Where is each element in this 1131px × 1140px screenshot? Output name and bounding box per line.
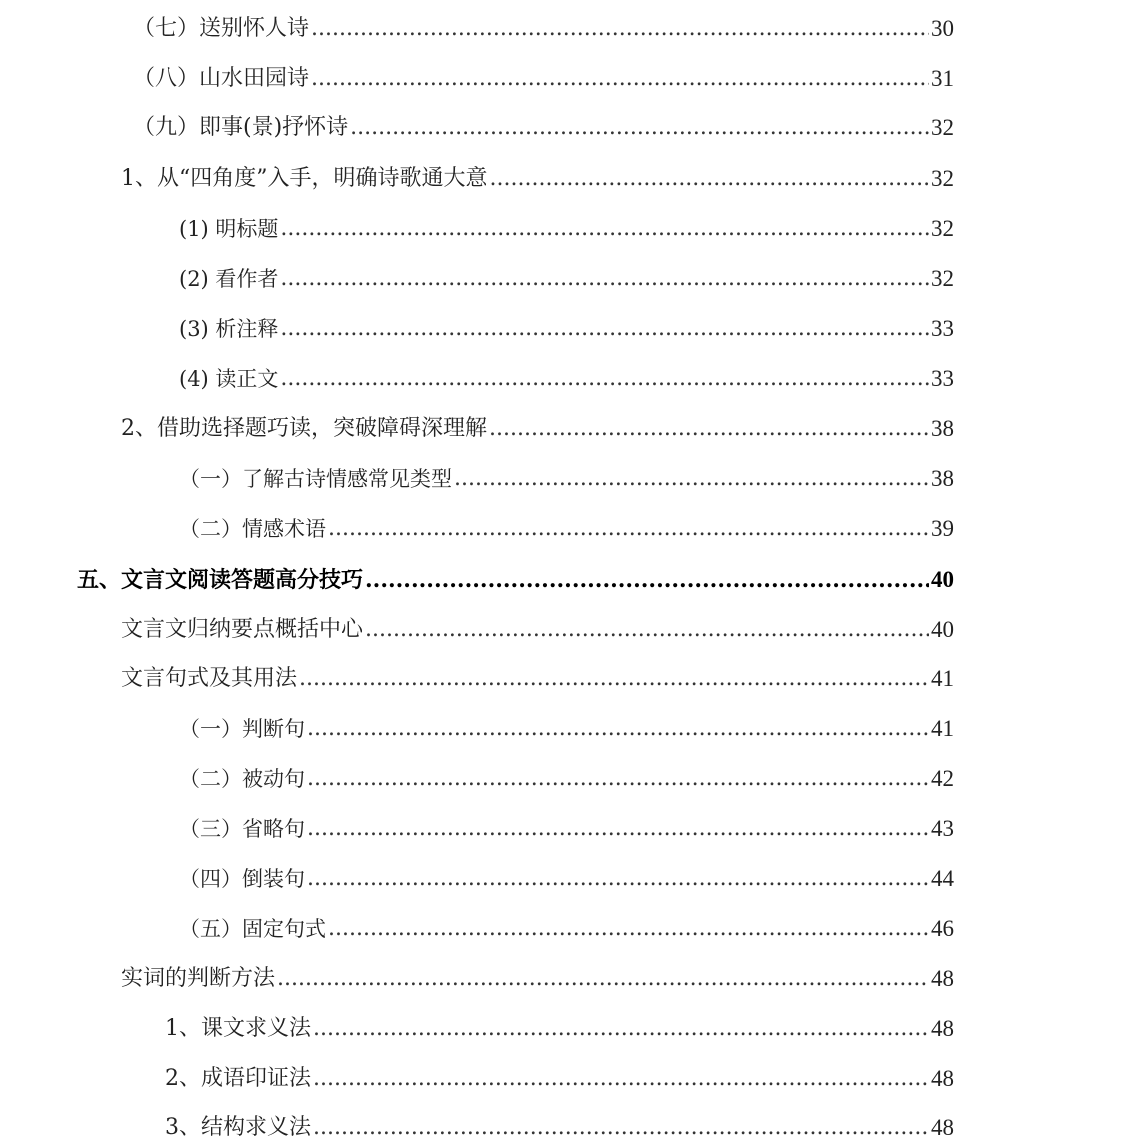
toc-page-number: 43 xyxy=(931,816,954,841)
toc-entry-title: 文言文归纳要点概括中心 xyxy=(121,617,364,642)
toc-leader-dots xyxy=(365,569,929,591)
toc-entry[interactable] xyxy=(179,454,954,490)
toc-page-number: 46 xyxy=(931,916,954,941)
toc-page-number: 42 xyxy=(931,766,954,791)
toc-entry-title: (4) 读正文 xyxy=(179,367,279,391)
toc-entry[interactable] xyxy=(179,504,954,540)
toc-leader-dots xyxy=(490,168,930,190)
toc-leader-dots xyxy=(307,818,929,840)
toc-entry[interactable] xyxy=(179,854,954,890)
toc-page-number: 39 xyxy=(931,516,954,541)
toc-page-number: 38 xyxy=(931,466,954,491)
toc-entry-title: 文言句式及其用法 xyxy=(121,666,298,691)
toc-entry-title: 2、成语印证法 xyxy=(165,1066,311,1091)
toc-page-number: 40 xyxy=(931,567,954,592)
toc-entry-title: 实词的判断方法 xyxy=(121,966,276,991)
toc-entry-chapter[interactable] xyxy=(77,555,954,591)
toc-entry[interactable] xyxy=(121,954,954,990)
toc-entry-title: （五）固定句式 xyxy=(179,917,326,941)
toc-page-number: 38 xyxy=(931,416,954,441)
toc-leader-dots xyxy=(307,718,929,740)
toc-page-number: 48 xyxy=(931,1115,954,1140)
toc-page-number: 32 xyxy=(931,216,954,241)
toc-entry[interactable] xyxy=(165,1004,954,1040)
toc-page-number: 33 xyxy=(931,366,954,391)
toc-leader-dots xyxy=(307,868,929,890)
toc-entry[interactable] xyxy=(121,654,954,690)
toc-entry-title: （二）情感术语 xyxy=(179,517,326,541)
toc-entry-title: （七）送别怀人诗 xyxy=(133,16,310,41)
toc-leader-dots xyxy=(328,518,929,540)
toc-entry[interactable] xyxy=(133,4,954,40)
toc-entry[interactable] xyxy=(121,154,954,190)
toc-entry[interactable] xyxy=(133,54,954,90)
toc-leader-dots xyxy=(277,968,929,990)
toc-page-number: 33 xyxy=(931,316,954,341)
toc-entry[interactable] xyxy=(133,103,954,139)
toc-leader-dots xyxy=(489,418,929,440)
toc-entry[interactable] xyxy=(179,804,954,840)
toc-entry[interactable] xyxy=(179,354,954,390)
toc-page-number: 32 xyxy=(931,115,954,140)
toc-entry-title: （三）省略句 xyxy=(179,817,305,841)
toc-entry-title: 五、文言文阅读答题高分技巧 xyxy=(77,567,364,593)
toc-entry-title: 2、借助选择题巧读，突破障碍深理解 xyxy=(121,416,487,441)
toc-page-number: 41 xyxy=(931,666,954,691)
toc-entry-title: 3、结构求义法 xyxy=(165,1115,311,1140)
toc-leader-dots xyxy=(328,918,929,940)
toc-entry-title: （九）即事(景)抒怀诗 xyxy=(133,115,349,140)
toc-page-number: 40 xyxy=(931,617,954,642)
toc-entry-title: （一）判断句 xyxy=(179,717,305,741)
toc-leader-dots xyxy=(313,1117,929,1139)
toc-entry-title: 1、从“四角度”入手，明确诗歌通大意 xyxy=(121,166,488,191)
toc-entry-title: (3) 析注释 xyxy=(179,317,279,341)
toc-page-number: 32 xyxy=(931,266,954,291)
toc-leader-dots xyxy=(280,318,929,340)
toc-page-number: 48 xyxy=(931,1016,954,1041)
toc-entry-title: （二）被动句 xyxy=(179,767,305,791)
toc-leader-dots xyxy=(307,768,929,790)
toc-entry[interactable] xyxy=(179,254,954,290)
toc-page-number: 30 xyxy=(931,16,954,41)
toc-entry-title: (1) 明标题 xyxy=(179,217,279,241)
toc-leader-dots xyxy=(454,468,929,490)
toc-entry[interactable] xyxy=(121,404,954,440)
toc-entry[interactable] xyxy=(179,904,954,940)
toc-page-number: 48 xyxy=(931,966,954,991)
toc-leader-dots xyxy=(311,68,929,90)
toc-leader-dots xyxy=(350,117,929,139)
toc-leader-dots xyxy=(299,668,929,690)
toc-leader-dots xyxy=(280,268,929,290)
toc-page-number: 44 xyxy=(931,866,954,891)
toc-leader-dots xyxy=(313,1018,929,1040)
toc-page-number: 41 xyxy=(931,716,954,741)
toc-entry[interactable] xyxy=(165,1103,954,1139)
toc-entry-title: （四）倒装句 xyxy=(179,867,305,891)
toc-entry-title: （一）了解古诗情感常见类型 xyxy=(179,467,452,491)
toc-leader-dots xyxy=(365,619,929,641)
toc-leader-dots xyxy=(280,218,929,240)
toc-leader-dots xyxy=(280,368,929,390)
toc-leader-dots xyxy=(311,18,929,40)
toc-page-number: 48 xyxy=(931,1066,954,1091)
toc-entry-title: 1、课文求义法 xyxy=(165,1016,311,1041)
toc-entry[interactable] xyxy=(121,605,954,641)
toc-entry[interactable] xyxy=(179,704,954,740)
toc-entry[interactable] xyxy=(179,204,954,240)
toc-entry[interactable] xyxy=(179,754,954,790)
toc-page-number: 31 xyxy=(931,66,954,91)
toc-entry-title: （八）山水田园诗 xyxy=(133,66,310,91)
toc-entry[interactable] xyxy=(179,304,954,340)
toc-entry[interactable] xyxy=(165,1054,954,1090)
toc-entry-title: (2) 看作者 xyxy=(179,267,279,291)
toc-page-number: 32 xyxy=(931,166,954,191)
toc-leader-dots xyxy=(313,1068,929,1090)
